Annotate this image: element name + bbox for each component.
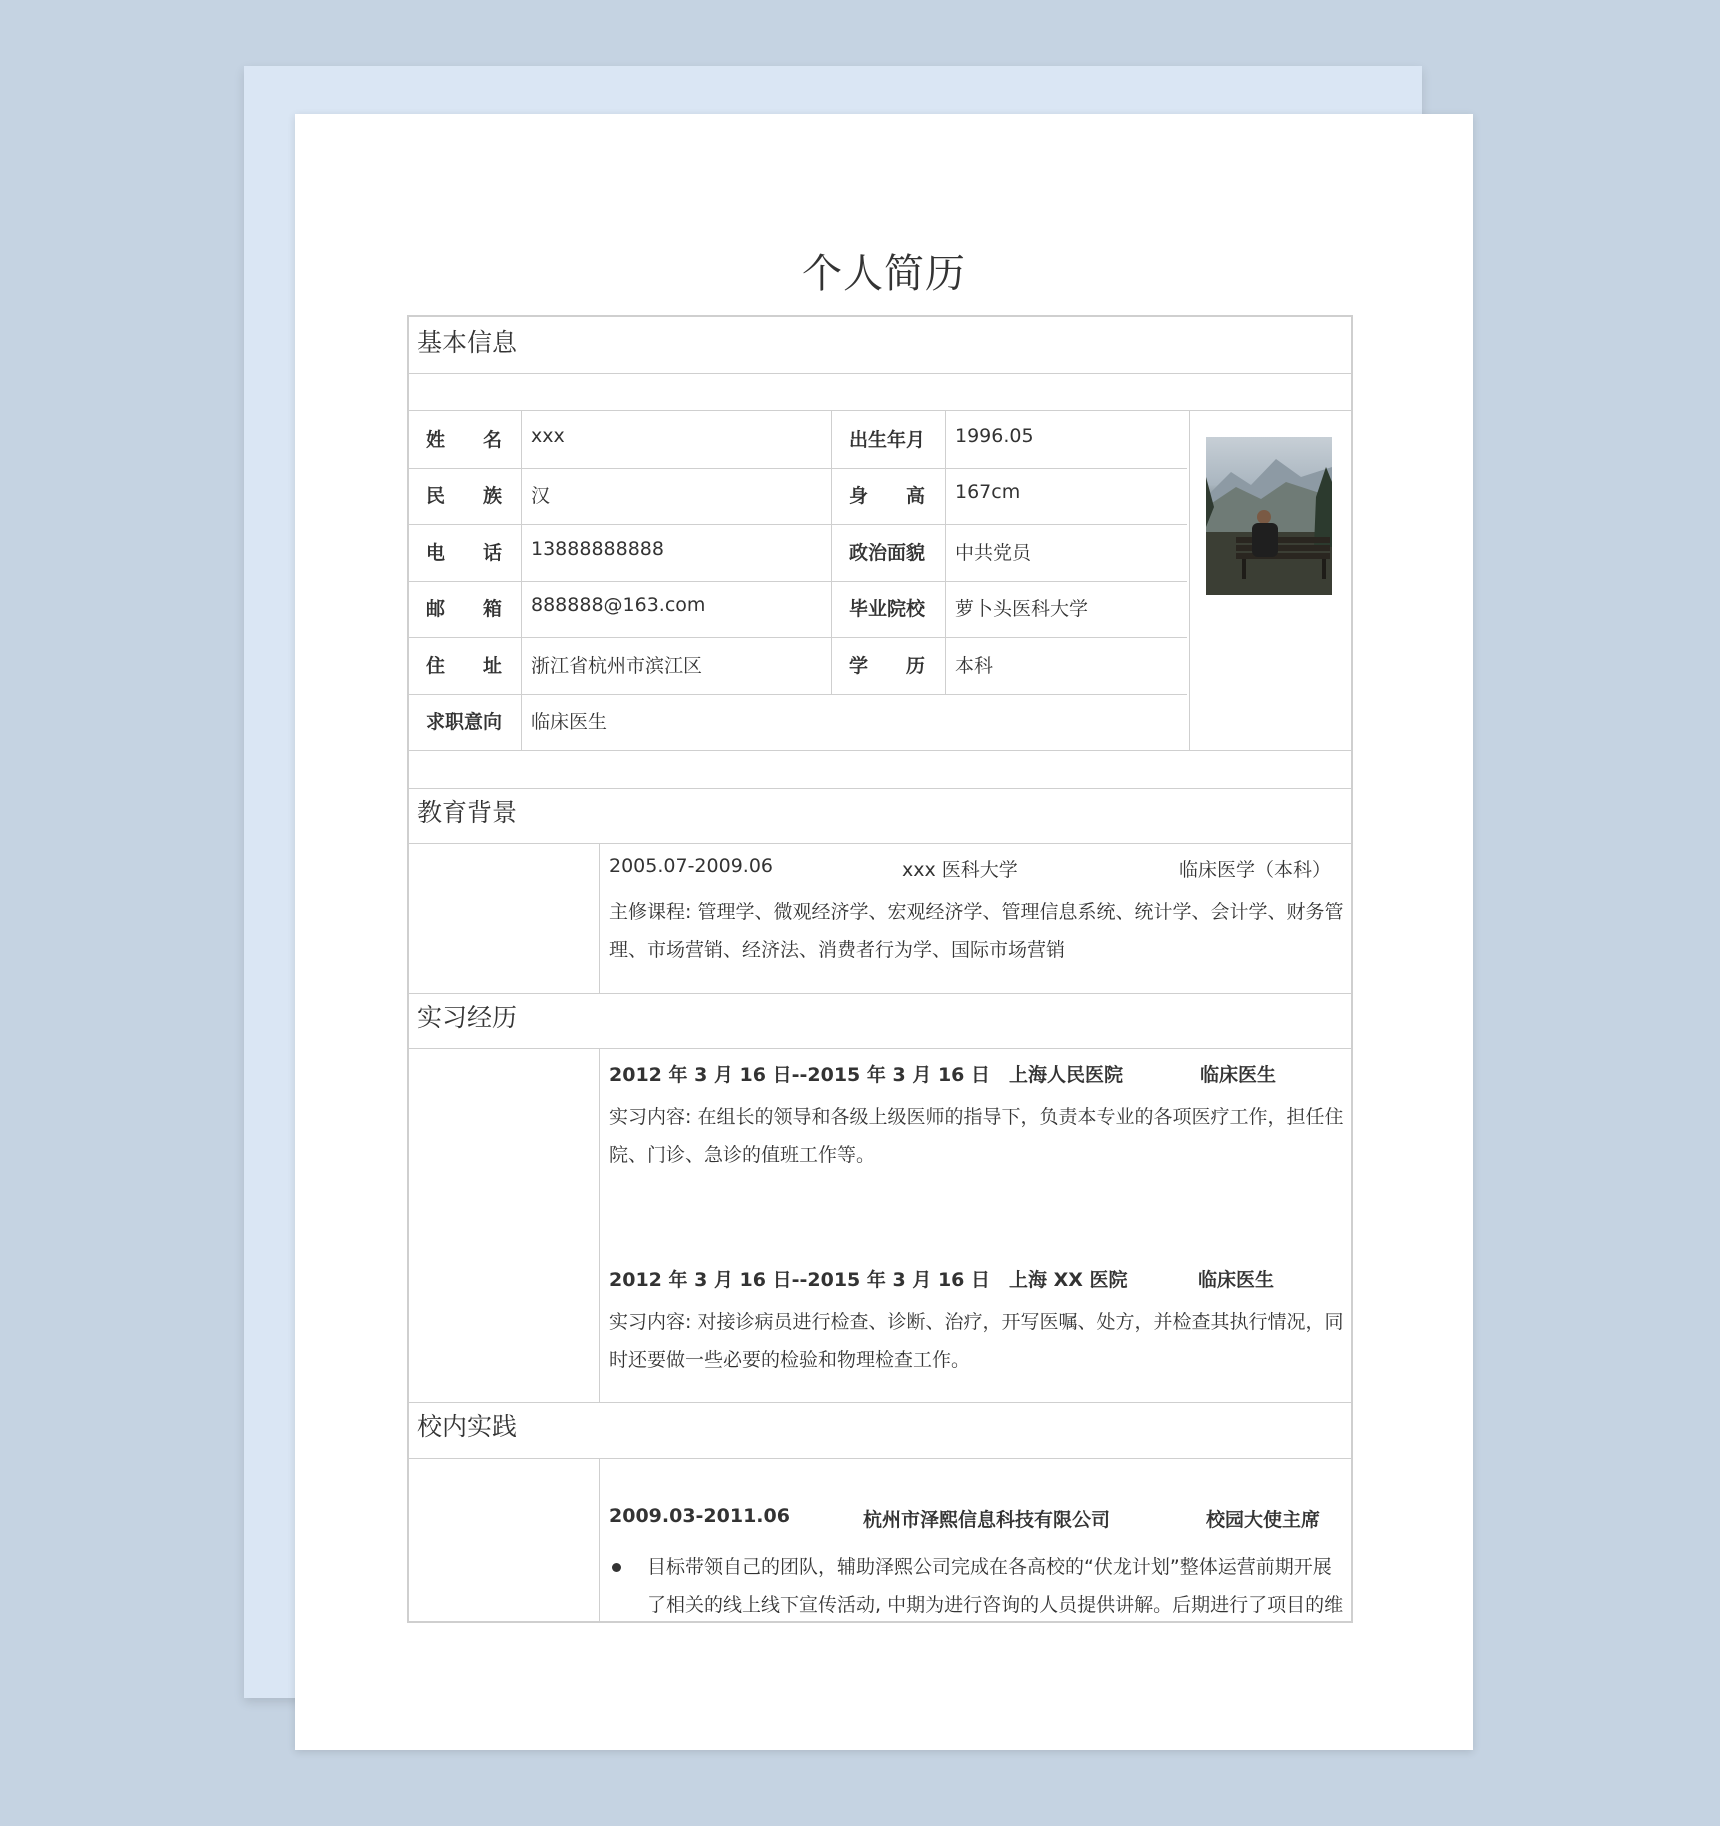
label-degree: 学历 [849,655,925,677]
page-title: 个人简历 [802,251,966,297]
label-address: 住址 [426,655,502,677]
value-height: 167cm [955,481,1021,503]
value-phone: 13888888888 [531,538,664,560]
profile-photo [1206,437,1332,595]
value-political: 中共党员 [955,542,1032,564]
campus-role: 校园大使主席 [1206,1509,1321,1531]
intern-1-period: 2012 年 3 月 16 日--2015 年 3 月 16 日 [609,1064,991,1086]
section-title-campus: 校内实践 [417,1412,518,1441]
value-intent: 临床医生 [531,711,608,733]
section-title-education: 教育背景 [417,798,518,827]
intern-1-role: 临床医生 [1200,1064,1277,1086]
label-intent: 求职意向 [426,711,503,733]
section-title-basic: 基本信息 [417,328,518,357]
intern-2-role: 临床医生 [1198,1269,1275,1291]
edu-major: 临床医学（本科） [1179,859,1332,881]
intern-1-hospital: 上海人民医院 [1009,1064,1124,1086]
edu-period: 2005.07-2009.06 [609,855,773,877]
label-birth: 出生年月 [849,429,926,451]
intern-1-content: 实习内容: 在组长的领导和各级上级医师的指导下，负责本专业的各项医疗工作，担任住院、门诊、急诊的值班工作等。 [609,1106,1344,1166]
value-email: 888888@163.com [531,594,706,616]
edu-courses: 主修课程: 管理学、微观经济学、宏观经济学、管理信息系统、统计学、会计学、财务管理、市场营销、经济法、消费者行为学、国际市场营销 [609,901,1344,961]
campus-bullet-text: 目标带领自己的团队，辅助泽熙公司完成在各高校的“伏龙计划”整体运营前期开展了相关的线上线下宣传活动, 中期为进行咨询的人员提供讲解。后期进行了项目的维 [647,1556,1344,1616]
label-political: 政治面貌 [849,542,926,564]
bullet-dot-icon [612,1563,621,1572]
edu-school: xxx 医科大学 [902,859,1018,881]
intern-2-period: 2012 年 3 月 16 日--2015 年 3 月 16 日 [609,1269,991,1291]
value-ethnicity: 汉 [531,485,551,507]
label-height: 身高 [849,485,925,507]
value-birth: 1996.05 [955,425,1034,447]
value-school: 萝卜头医科大学 [955,598,1089,620]
value-name: xxx [531,425,565,447]
value-degree: 本科 [955,655,994,677]
label-email: 邮箱 [426,598,502,620]
intern-2-content: 实习内容: 对接诊病员进行检查、诊断、治疗，开写医嘱、处方，并检查其执行情况，同时还要做一些必要的检验和物理检查工作。 [609,1311,1344,1371]
label-phone: 电话 [426,542,502,564]
label-name: 姓名 [426,429,502,451]
intern-2-hospital: 上海 XX 医院 [1009,1269,1128,1291]
value-address: 浙江省杭州市滨江区 [531,655,703,677]
campus-period: 2009.03-2011.06 [609,1505,790,1527]
resume-page [295,114,1473,1750]
campus-company: 杭州市泽熙信息科技有限公司 [863,1509,1111,1531]
label-ethnicity: 民族 [426,485,502,507]
label-school: 毕业院校 [849,598,926,620]
section-title-internship: 实习经历 [417,1003,518,1032]
resume-table [407,315,1353,1623]
